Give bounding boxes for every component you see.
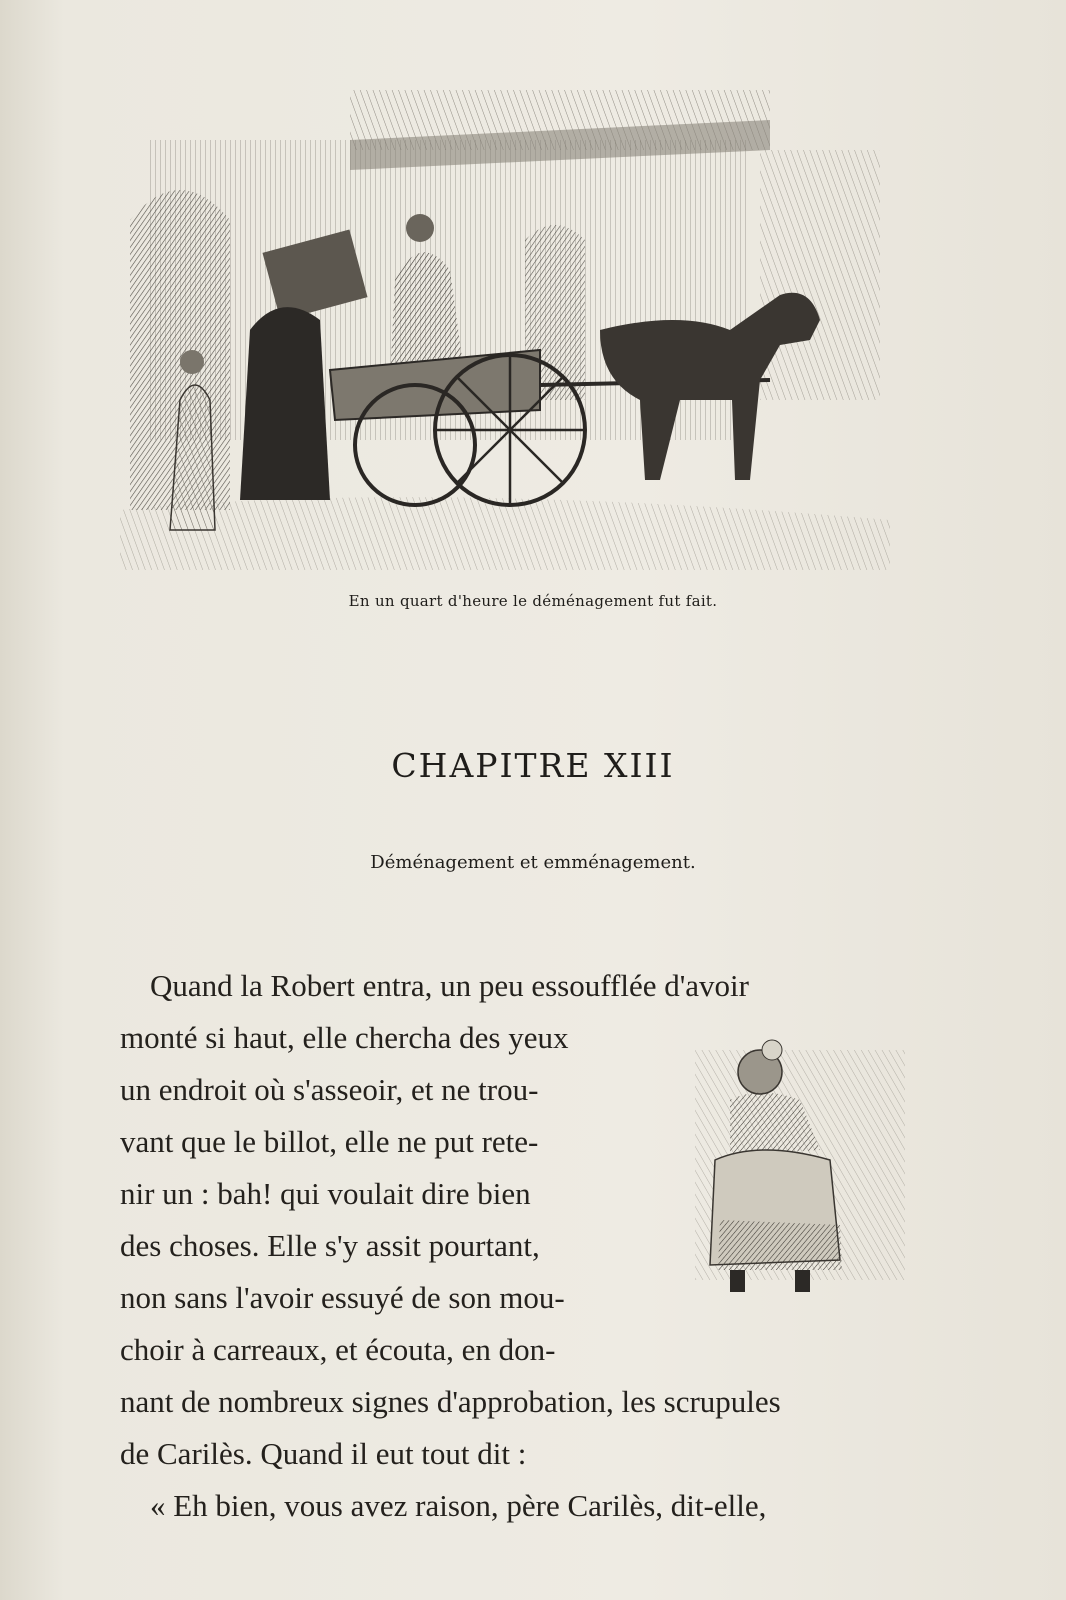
body-line: « Eh bien, vous avez raison, père Carilès, dit-elle, <box>150 1488 767 1523</box>
illustration-caption: En un quart d'heure le déménagement fut fait. <box>348 592 718 610</box>
body-line: choir à carreaux, et écouta, en don- <box>120 1332 556 1367</box>
body-line: nir un : bah! qui voulait dire bien <box>120 1176 531 1211</box>
body-line: nant de nombreux signes d'approbation, les scrupules <box>120 1384 781 1419</box>
body-line: un endroit où s'asseoir, et ne trou- <box>120 1072 539 1107</box>
body-line: non sans l'avoir essuyé de son mou- <box>120 1280 565 1315</box>
body-line: Quand la Robert entra, un peu essoufflée d'avoir <box>150 968 749 1003</box>
body-line: de Carilès. Quand il eut tout dit : <box>120 1436 527 1471</box>
body-line: monté si haut, elle chercha des yeux <box>120 1020 569 1055</box>
chapter-title: CHAPITRE XIII <box>391 746 675 785</box>
engraving-seated-woman <box>690 1030 910 1310</box>
body-line: des choses. Elle s'y assit pourtant, <box>120 1228 540 1263</box>
body-line: vant que le billot, elle ne put rete- <box>120 1124 539 1159</box>
engraving-moving-cart <box>120 80 890 570</box>
chapter-subtitle: Déménagement et emménagement. <box>370 852 696 873</box>
